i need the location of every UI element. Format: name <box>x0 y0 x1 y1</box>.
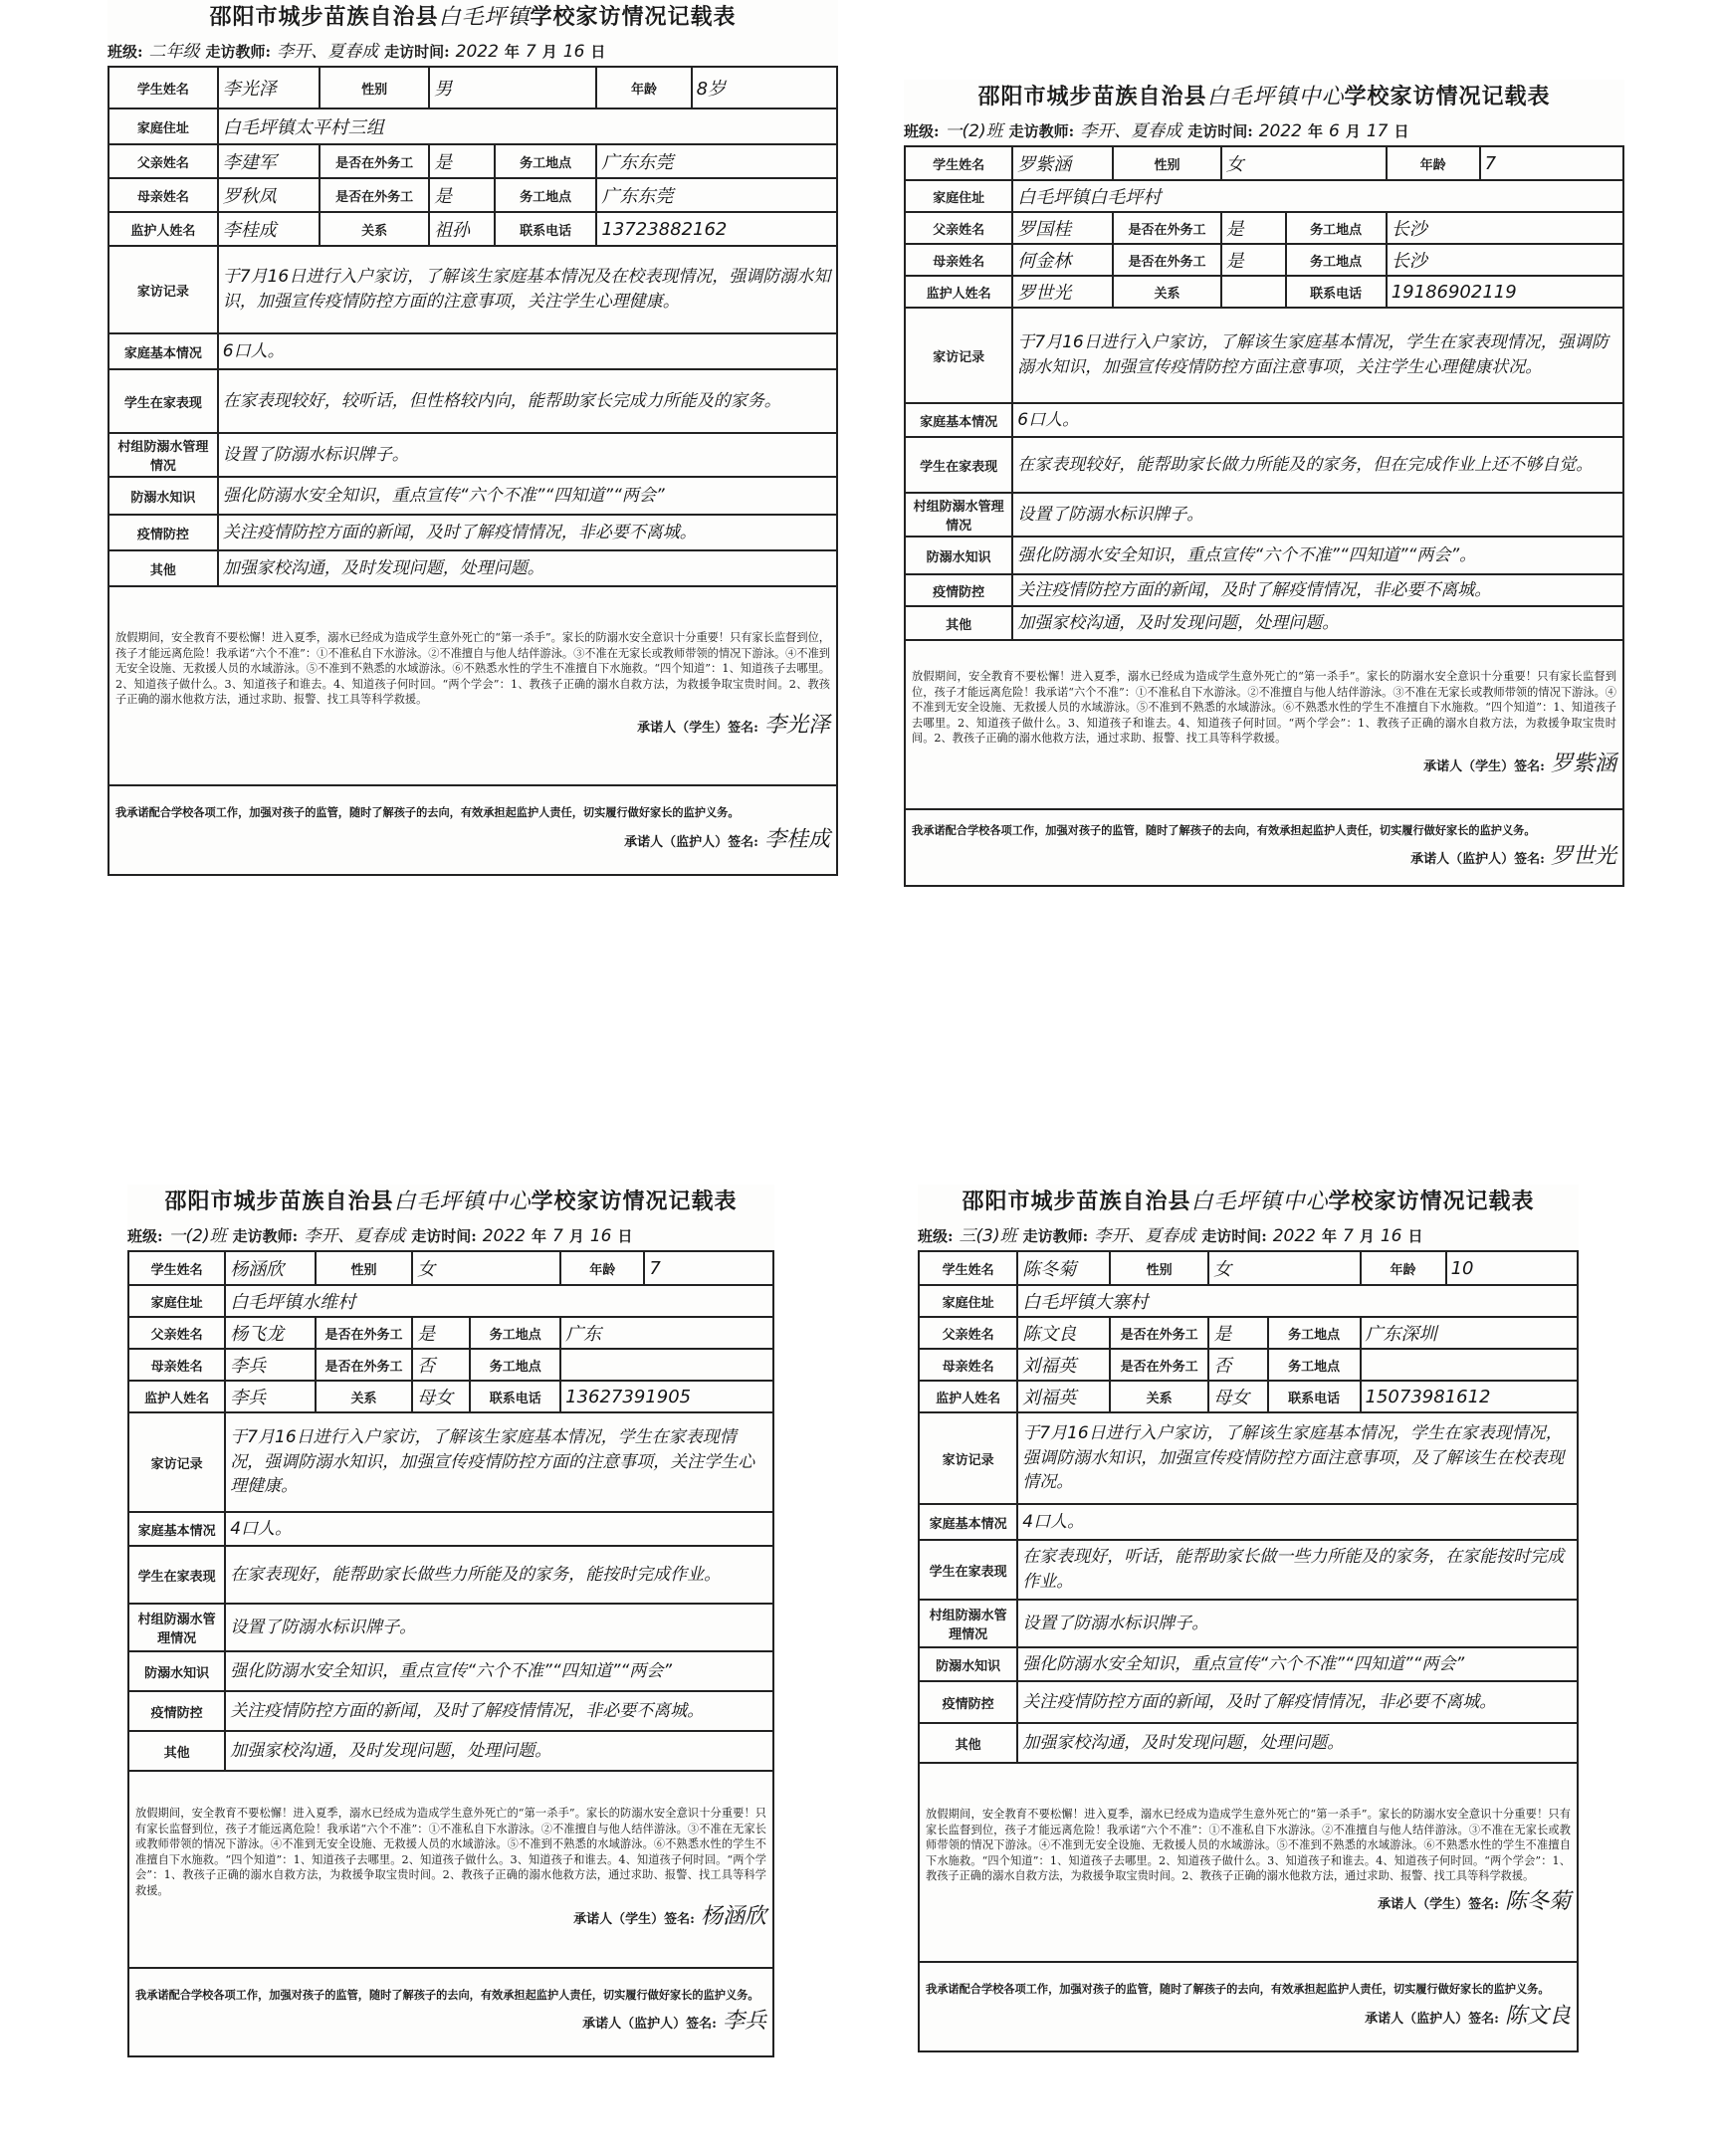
family-label: 家庭基本情况 <box>919 1504 1017 1540</box>
day-value: 16 <box>562 42 585 62</box>
other-label: 其他 <box>919 1723 1017 1763</box>
guardian-signature-line: 承诺人（监护人）签名: 陈文良 <box>1365 2003 1571 2029</box>
visit-record-form <box>904 80 1624 887</box>
epidemic-label: 疫情防控 <box>128 1691 225 1731</box>
family-value: 6口人。 <box>1012 403 1623 437</box>
epidemic-value: 关注疫情防控方面的新闻，及时了解疫情情况，非必要不离城。 <box>218 515 837 550</box>
teacher-value: 李开、夏春成 <box>277 42 379 62</box>
address-label: 家庭住址 <box>128 1285 225 1317</box>
mother-away-value: 否 <box>412 1349 470 1381</box>
relation-label: 关系 <box>1113 276 1220 308</box>
family-label: 家庭基本情况 <box>905 403 1012 437</box>
mother-label: 母亲姓名 <box>919 1349 1017 1381</box>
father-label: 父亲姓名 <box>108 144 218 178</box>
phone-label: 联系电话 <box>470 1381 560 1412</box>
gender-label: 性别 <box>1113 146 1220 180</box>
student-name-value: 李光泽 <box>218 67 320 108</box>
student-signature: 杨涵欣 <box>700 1904 766 1930</box>
mother-workplace-value <box>560 1349 773 1381</box>
guardian-name-value: 罗世光 <box>1012 276 1113 308</box>
away-label: 是否在外务工 <box>320 144 429 178</box>
year-value: 2022 <box>1258 121 1302 141</box>
village-value: 设置了防溺水标识牌子。 <box>1017 1600 1578 1647</box>
class-value: 一(2)班 <box>168 1226 227 1246</box>
address-value: 白毛坪镇水维村 <box>225 1285 773 1317</box>
phone-value: 13723882162 <box>596 212 837 246</box>
visit-table <box>127 1250 774 2057</box>
relation-label: 关系 <box>316 1381 412 1412</box>
safety-notice: 放假期间，安全教育不要松懈！进入夏季，溺水已经成为造成学生意外死亡的“第一杀手”。家长的防溺水安全意识十分重要！只有家长监督到位，孩子才能远离危险！我承诺“六个不准”：①不准私自下水游泳。②不准擅自与他人结伴游泳。③不准在无家长或教师带领的情况下游泳。④不准到无安全设施、无救援人员的水域游泳。⑤不准到不熟悉的水域游泳。⑥不熟悉水性的学生不准擅自下水施救。“四个知道”：1、知道孩子去哪里。2、知道孩子做什么。3、知道孩子和谁去。4、知道孩子何时回。“两个学会”：1、教孩子正确的溺水自救方法，为救援争取宝贵时间。2、教孩子正确的溺水他救方法，通过求助、报警、找工具等科学救援。 承诺人（学生）签名: 杨涵欣 <box>128 1771 773 1968</box>
gender-label: 性别 <box>320 67 429 108</box>
village-label: 村组防溺水管理情况 <box>108 433 218 477</box>
relation-value <box>1221 276 1286 308</box>
gender-value: 女 <box>1221 146 1387 180</box>
performance-value: 在家表现好，能帮助家长做些力所能及的家务，能按时完成作业。 <box>225 1546 773 1604</box>
epidemic-label: 疫情防控 <box>108 515 218 550</box>
form-title: 邵阳市城步苗族自治县白毛坪镇学校家访情况记载表 <box>209 4 737 30</box>
form-title: 邵阳市城步苗族自治县白毛坪镇中心学校家访情况记载表 <box>962 1188 1535 1214</box>
guardian-label: 监护人姓名 <box>108 212 218 246</box>
phone-value: 13627391905 <box>560 1381 773 1412</box>
visit-record-value: 于7月16日进行入户家访，了解该生家庭基本情况，学生在家表现情况，强调防溺水知识，加强宣传疫情防控方面注意事项，关注学生心理健康状况。 <box>1012 308 1623 403</box>
student-signature-line: 承诺人（学生）签名: 罗紫涵 <box>1423 752 1616 777</box>
student-name-label: 学生姓名 <box>108 67 218 108</box>
away-label: 是否在外务工 <box>1110 1317 1208 1349</box>
father-name-value: 李建军 <box>218 144 320 178</box>
safety-notice: 放假期间，安全教育不要松懈！进入夏季，溺水已经成为造成学生意外死亡的“第一杀手”。家长的防溺水安全意识十分重要！只有家长监督到位，孩子才能远离危险！我承诺“六个不准”：①不准私自下水游泳。②不准擅自与他人结伴游泳。③不准在无家长或教师带领的情况下游泳。④不准到无安全设施、无救援人员的水域游泳。⑤不准到不熟悉的水域游泳。⑥不熟悉水性的学生不准擅自下水施救。“四个知道”：1、知道孩子去哪里。2、知道孩子做什么。3、知道孩子和谁去。4、知道孩子何时回。“两个学会”：1、教孩子正确的溺水自救方法，为救援争取宝贵时间。2、教孩子正确的溺水他救方法，通过求助、报警、找工具等科学救援。 承诺人（学生）签名: 陈冬菊 <box>919 1763 1578 1962</box>
performance-value: 在家表现较好，较听话，但性格较内向，能帮助家长完成力所能及的家务。 <box>218 369 837 433</box>
mother-label: 母亲姓名 <box>128 1349 225 1381</box>
guardian-pledge: 我承诺配合学校各项工作，加强对孩子的监管，随时了解孩子的去向，有效承担起监护人责任，切实履行做好家长的监护义务。 承诺人（监护人）签名: 罗世光 <box>905 809 1623 886</box>
relation-label: 关系 <box>1110 1381 1208 1412</box>
day-value: 16 <box>1380 1226 1402 1246</box>
guardian-signature: 李桂成 <box>763 826 830 852</box>
knowledge-value: 强化防溺水安全知识，重点宣传“六个不准”“四知道”“两会” <box>1017 1647 1578 1681</box>
performance-label: 学生在家表现 <box>128 1546 225 1604</box>
away-label: 是否在外务工 <box>1110 1349 1208 1381</box>
month-value: 7 <box>525 42 536 62</box>
gender-value: 女 <box>412 1251 560 1285</box>
away-label: 是否在外务工 <box>1113 244 1220 276</box>
teacher-value: 李开、夏春成 <box>1094 1226 1196 1246</box>
phone-value: 19186902119 <box>1387 276 1623 308</box>
student-signature-line: 承诺人（学生）签名: 陈冬菊 <box>1378 1889 1571 1915</box>
form-meta: 班级: 三(3)班 走访教师: 李开、夏春成 走访时间: 2022 年 7 月 16 日 <box>918 1221 1579 1246</box>
month-value: 6 <box>1329 121 1340 141</box>
village-value: 设置了防溺水标识牌子。 <box>218 433 837 477</box>
guardian-label: 监护人姓名 <box>128 1381 225 1412</box>
age-value: 7 <box>644 1251 773 1285</box>
record-label: 家访记录 <box>905 308 1012 403</box>
age-label: 年龄 <box>596 67 691 108</box>
guardian-pledge: 我承诺配合学校各项工作，加强对孩子的监管，随时了解孩子的去向，有效承担起监护人责任，切实履行做好家长的监护义务。 承诺人（监护人）签名: 李桂成 <box>108 785 837 875</box>
teacher-value: 李开、夏春成 <box>1080 121 1182 141</box>
year-value: 2022 <box>482 1226 526 1246</box>
epidemic-value: 关注疫情防控方面的新闻，及时了解疫情情况，非必要不离城。 <box>225 1691 773 1731</box>
year-value: 2022 <box>455 42 499 62</box>
guardian-signature: 陈文良 <box>1504 2003 1571 2029</box>
guardian-name-value: 刘福英 <box>1017 1381 1110 1412</box>
record-label: 家访记录 <box>919 1412 1017 1504</box>
other-value: 加强家校沟通，及时发现问题，处理问题。 <box>1012 606 1623 640</box>
relation-value: 祖孙 <box>429 212 495 246</box>
mother-name-value: 刘福英 <box>1017 1349 1110 1381</box>
gender-label: 性别 <box>1110 1251 1208 1285</box>
visit-record-form <box>107 0 838 876</box>
student-name-value: 罗紫涵 <box>1012 146 1113 180</box>
guardian-name-value: 李桂成 <box>218 212 320 246</box>
day-value: 17 <box>1366 121 1389 141</box>
guardian-pledge: 我承诺配合学校各项工作，加强对孩子的监管，随时了解孩子的去向，有效承担起监护人责任，切实履行做好家长的监护义务。 承诺人（监护人）签名: 陈文良 <box>919 1962 1578 2051</box>
month-value: 7 <box>552 1226 563 1246</box>
father-away-value: 是 <box>1221 212 1286 244</box>
visit-record-value: 于7月16日进行入户家访，了解该生家庭基本情况，学生在家表现情况，强调防溺水知识，加强宣传疫情防控方面注意事项，及了解该生在校表现情况。 <box>1017 1412 1578 1504</box>
age-label: 年龄 <box>1361 1251 1446 1285</box>
form-meta: 班级: 一(2)班 走访教师: 李开、夏春成 走访时间: 2022 年 6 月 17 日 <box>904 116 1624 141</box>
father-label: 父亲姓名 <box>128 1317 225 1349</box>
mother-name-value: 李兵 <box>225 1349 316 1381</box>
student-signature: 李光泽 <box>763 713 830 739</box>
student-signature: 罗紫涵 <box>1550 752 1616 777</box>
student-name-value: 杨涵欣 <box>225 1251 316 1285</box>
away-label: 是否在外务工 <box>320 178 429 212</box>
student-signature-line: 承诺人（学生）签名: 李光泽 <box>637 713 830 739</box>
guardian-name-value: 李兵 <box>225 1381 316 1412</box>
father-name-value: 罗国桂 <box>1012 212 1113 244</box>
father-away-value: 是 <box>412 1317 470 1349</box>
form-meta: 班级: 二年级 走访教师: 李开、夏春成 走访时间: 2022 年 7 月 16 日 <box>107 37 838 62</box>
mother-away-value: 是 <box>429 178 495 212</box>
workplace-label: 务工地点 <box>1286 244 1387 276</box>
visit-record-value: 于7月16日进行入户家访，了解该生家庭基本情况及在校表现情况，强调防溺水知识，加强宣传疫情防控方面的注意事项，关注学生心理健康。 <box>218 246 837 333</box>
other-value: 加强家校沟通，及时发现问题，处理问题。 <box>218 550 837 586</box>
phone-label: 联系电话 <box>1268 1381 1361 1412</box>
age-label: 年龄 <box>1387 146 1480 180</box>
mother-away-value: 是 <box>1221 244 1286 276</box>
student-signature-line: 承诺人（学生）签名: 杨涵欣 <box>573 1904 766 1930</box>
student-name-label: 学生姓名 <box>919 1251 1017 1285</box>
workplace-label: 务工地点 <box>1268 1317 1361 1349</box>
other-label: 其他 <box>108 550 218 586</box>
record-label: 家访记录 <box>108 246 218 333</box>
phone-value: 15073981612 <box>1361 1381 1578 1412</box>
guardian-label: 监护人姓名 <box>905 276 1012 308</box>
guardian-label: 监护人姓名 <box>919 1381 1017 1412</box>
performance-value: 在家表现好，听话，能帮助家长做一些力所能及的家务，在家能按时完成作业。 <box>1017 1540 1578 1600</box>
father-workplace-value: 广东深圳 <box>1361 1317 1578 1349</box>
knowledge-label: 防溺水知识 <box>919 1647 1017 1681</box>
knowledge-label: 防溺水知识 <box>905 537 1012 574</box>
age-label: 年龄 <box>560 1251 644 1285</box>
class-value: 二年级 <box>148 42 200 62</box>
address-label: 家庭住址 <box>108 108 218 144</box>
workplace-label: 务工地点 <box>470 1349 560 1381</box>
relation-value: 母女 <box>1208 1381 1268 1412</box>
away-label: 是否在外务工 <box>1113 212 1220 244</box>
day-value: 16 <box>589 1226 612 1246</box>
mother-workplace-value: 长沙 <box>1387 244 1623 276</box>
gender-value: 女 <box>1208 1251 1360 1285</box>
father-workplace-value: 广东东莞 <box>596 144 837 178</box>
address-value: 白毛坪镇太平村三组 <box>218 108 837 144</box>
phone-label: 联系电话 <box>1286 276 1387 308</box>
father-name-value: 陈文良 <box>1017 1317 1110 1349</box>
teacher-value: 李开、夏春成 <box>304 1226 406 1246</box>
family-value: 6口人。 <box>218 333 837 369</box>
visit-table <box>107 66 838 876</box>
visit-record-form <box>918 1185 1579 2052</box>
workplace-label: 务工地点 <box>495 178 596 212</box>
workplace-label: 务工地点 <box>1268 1349 1361 1381</box>
safety-notice: 放假期间，安全教育不要松懈！进入夏季，溺水已经成为造成学生意外死亡的“第一杀手”。家长的防溺水安全意识十分重要！只有家长监督到位，孩子才能远离危险！我承诺“六个不准”：①不准私自下水游泳。②不准擅自与他人结伴游泳。③不准在无家长或教师带领的情况下游泳。④不准到无安全设施、无救援人员的水域游泳。⑤不准到不熟悉的水域游泳。⑥不熟悉水性的学生不准擅自下水施救。“四个知道”：1、知道孩子去哪里。2、知道孩子做什么。3、知道孩子和谁去。4、知道孩子何时回。“两个学会”：1、教孩子正确的溺水自救方法，为救援争取宝贵时间。2、教孩子正确的溺水他救方法，通过求助、报警、找工具等科学救援。 承诺人（学生）签名: 罗紫涵 <box>905 640 1623 809</box>
record-label: 家访记录 <box>128 1412 225 1512</box>
other-value: 加强家校沟通，及时发现问题，处理问题。 <box>1017 1723 1578 1763</box>
knowledge-value: 强化防溺水安全知识，重点宣传“六个不准”“四知道”“两会”。 <box>1012 537 1623 574</box>
student-name-label: 学生姓名 <box>905 146 1012 180</box>
father-label: 父亲姓名 <box>919 1317 1017 1349</box>
safety-notice: 放假期间，安全教育不要松懈！进入夏季，溺水已经成为造成学生意外死亡的“第一杀手”。家长的防溺水安全意识十分重要！只有家长监督到位，孩子才能远离危险！我承诺“六个不准”：①不准私自下水游泳。②不准擅自与他人结伴游泳。③不准在无家长或教师带领的情况下游泳。④不准到无安全设施、无救援人员的水域游泳。⑤不准到不熟悉的水域游泳。⑥不熟悉水性的学生不准擅自下水施救。“四个知道”：1、知道孩子去哪里。2、知道孩子做什么。3、知道孩子和谁去。4、知道孩子何时回。“两个学会”：1、教孩子正确的溺水自救方法，为救援争取宝贵时间。2、教孩子正确的溺水他救方法，通过求助、报警、找工具等科学救援。 承诺人（学生）签名: 李光泽 <box>108 586 837 785</box>
away-label: 是否在外务工 <box>316 1349 412 1381</box>
father-away-value: 是 <box>429 144 495 178</box>
mother-name-value: 罗秋凤 <box>218 178 320 212</box>
age-value: 7 <box>1480 146 1623 180</box>
address-value: 白毛坪镇大寨村 <box>1017 1285 1578 1317</box>
address-value: 白毛坪镇白毛坪村 <box>1012 180 1623 212</box>
other-value: 加强家校沟通，及时发现问题，处理问题。 <box>225 1731 773 1771</box>
mother-workplace-value <box>1361 1349 1578 1381</box>
other-label: 其他 <box>128 1731 225 1771</box>
visit-record-form <box>127 1185 774 2057</box>
family-label: 家庭基本情况 <box>108 333 218 369</box>
guardian-signature: 罗世光 <box>1550 844 1616 870</box>
father-workplace-value: 长沙 <box>1387 212 1623 244</box>
father-away-value: 是 <box>1208 1317 1268 1349</box>
student-signature: 陈冬菊 <box>1504 1889 1571 1915</box>
guardian-pledge: 我承诺配合学校各项工作，加强对孩子的监管，随时了解孩子的去向，有效承担起监护人责任，切实履行做好家长的监护义务。 承诺人（监护人）签名: 李兵 <box>128 1968 773 2056</box>
village-label: 村组防溺水管理情况 <box>905 493 1012 537</box>
relation-label: 关系 <box>320 212 429 246</box>
visit-table <box>918 1250 1579 2052</box>
village-label: 村组防溺水管理情况 <box>919 1600 1017 1647</box>
knowledge-label: 防溺水知识 <box>128 1651 225 1691</box>
performance-value: 在家表现较好，能帮助家长做力所能及的家务，但在完成作业上还不够自觉。 <box>1012 437 1623 493</box>
performance-label: 学生在家表现 <box>919 1540 1017 1600</box>
age-value: 8岁 <box>692 67 837 108</box>
father-label: 父亲姓名 <box>905 212 1012 244</box>
guardian-signature-line: 承诺人（监护人）签名: 罗世光 <box>1410 844 1616 870</box>
away-label: 是否在外务工 <box>316 1317 412 1349</box>
month-value: 7 <box>1343 1226 1354 1246</box>
visit-record-value: 于7月16日进行入户家访，了解该生家庭基本情况，学生在家表现情况，强调防溺水知识，加强宣传疫情防控方面的注意事项，关注学生心理健康。 <box>225 1412 773 1512</box>
father-workplace-value: 广东 <box>560 1317 773 1349</box>
form-title: 邵阳市城步苗族自治县白毛坪镇中心学校家访情况记载表 <box>164 1188 738 1214</box>
mother-label: 母亲姓名 <box>905 244 1012 276</box>
workplace-label: 务工地点 <box>1286 212 1387 244</box>
other-label: 其他 <box>905 606 1012 640</box>
epidemic-value: 关注疫情防控方面的新闻，及时了解疫情情况，非必要不离城。 <box>1012 574 1623 606</box>
village-label: 村组防溺水管理情况 <box>128 1604 225 1651</box>
mother-workplace-value: 广东东莞 <box>596 178 837 212</box>
guardian-signature-line: 承诺人（监护人）签名: 李桂成 <box>624 826 830 852</box>
student-name-label: 学生姓名 <box>128 1251 225 1285</box>
family-value: 4口人。 <box>225 1512 773 1546</box>
epidemic-label: 疫情防控 <box>919 1681 1017 1723</box>
workplace-label: 务工地点 <box>470 1317 560 1349</box>
epidemic-label: 疫情防控 <box>905 574 1012 606</box>
visit-table <box>904 145 1624 887</box>
family-label: 家庭基本情况 <box>128 1512 225 1546</box>
phone-label: 联系电话 <box>495 212 596 246</box>
student-name-value: 陈冬菊 <box>1017 1251 1110 1285</box>
mother-label: 母亲姓名 <box>108 178 218 212</box>
mother-away-value: 否 <box>1208 1349 1268 1381</box>
gender-value: 男 <box>429 67 596 108</box>
guardian-signature-line: 承诺人（监护人）签名: 李兵 <box>582 2009 766 2035</box>
knowledge-value: 强化防溺水安全知识，重点宣传“六个不准”“四知道”“两会” <box>218 477 837 515</box>
epidemic-value: 关注疫情防控方面的新闻，及时了解疫情情况，非必要不离城。 <box>1017 1681 1578 1723</box>
workplace-label: 务工地点 <box>495 144 596 178</box>
form-title: 邵阳市城步苗族自治县白毛坪镇中心学校家访情况记载表 <box>977 84 1551 109</box>
knowledge-value: 强化防溺水安全知识，重点宣传“六个不准”“四知道”“两会” <box>225 1651 773 1691</box>
year-value: 2022 <box>1272 1226 1316 1246</box>
gender-label: 性别 <box>316 1251 412 1285</box>
address-label: 家庭住址 <box>905 180 1012 212</box>
relation-value: 母女 <box>412 1381 470 1412</box>
form-meta: 班级: 一(2)班 走访教师: 李开、夏春成 走访时间: 2022 年 7 月 16 日 <box>127 1221 774 1246</box>
village-value: 设置了防溺水标识牌子。 <box>1012 493 1623 537</box>
age-value: 10 <box>1446 1251 1578 1285</box>
father-name-value: 杨飞龙 <box>225 1317 316 1349</box>
class-value: 一(2)班 <box>945 121 1003 141</box>
class-value: 三(3)班 <box>959 1226 1017 1246</box>
knowledge-label: 防溺水知识 <box>108 477 218 515</box>
address-label: 家庭住址 <box>919 1285 1017 1317</box>
village-value: 设置了防溺水标识牌子。 <box>225 1604 773 1651</box>
performance-label: 学生在家表现 <box>108 369 218 433</box>
guardian-signature: 李兵 <box>722 2009 766 2035</box>
performance-label: 学生在家表现 <box>905 437 1012 493</box>
mother-name-value: 何金林 <box>1012 244 1113 276</box>
family-value: 4口人。 <box>1017 1504 1578 1540</box>
